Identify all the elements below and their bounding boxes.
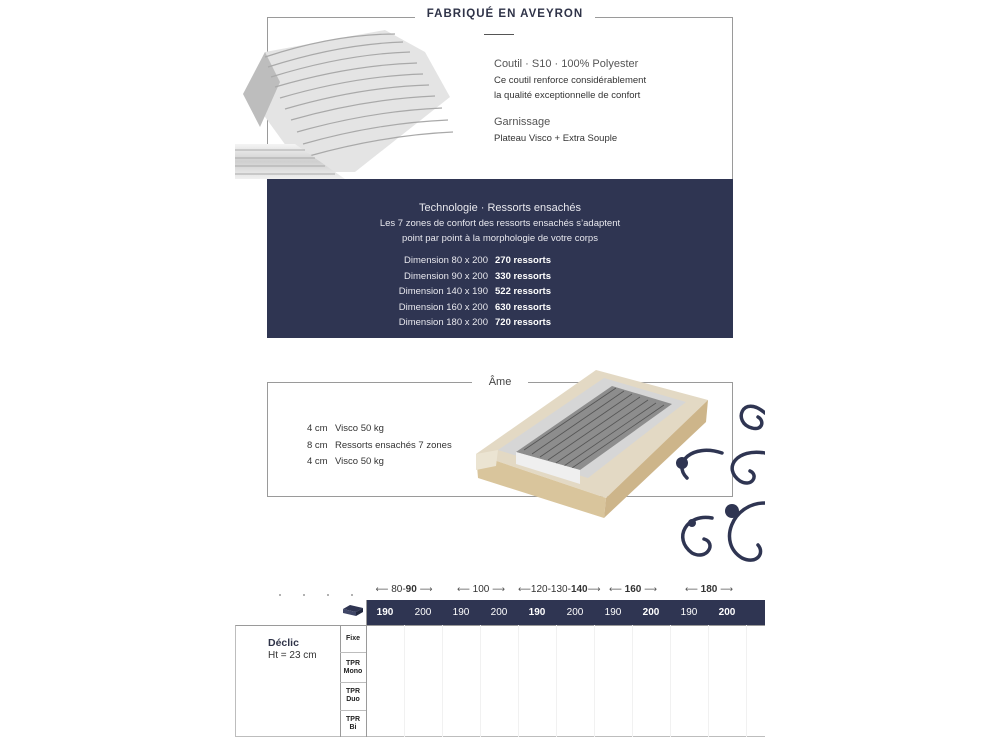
garnissage-section	[494, 116, 617, 146]
base-type-tpr-mono	[340, 660, 366, 676]
length-header-bar	[366, 600, 765, 625]
length-cell: 190	[604, 607, 622, 618]
layer-material: Visco 50 kg	[335, 423, 384, 434]
layer-material: Visco 50 kg	[335, 456, 384, 467]
model-height: Ht = 23 cm	[268, 650, 317, 661]
dimension-row	[267, 271, 733, 287]
width-prefix: 100	[472, 584, 490, 595]
layer-thickness: 4 cm	[307, 456, 328, 467]
dimension-list	[267, 255, 733, 333]
spring-count: 522 ressorts	[495, 286, 551, 297]
column-guide	[746, 625, 747, 737]
coutil-heading: Coutil · S10 · 100% Polyester	[494, 58, 639, 70]
ruler-dots	[268, 594, 363, 596]
width-prefix: 120-130-	[530, 584, 571, 595]
width-group: ⟵120-130-140⟶	[518, 584, 601, 595]
layer-thickness: 4 cm	[307, 423, 328, 434]
width-prefix: 80-	[391, 584, 406, 595]
grid-divider	[366, 600, 367, 737]
model-name: Déclic	[268, 637, 299, 649]
type-line-1: TPR	[346, 660, 360, 667]
dimension-row	[267, 317, 733, 333]
length-cell: 200	[566, 607, 584, 618]
technology-line-1: Les 7 zones de confort des ressorts ensachés s’adaptent	[379, 218, 621, 229]
technology-description	[267, 216, 733, 246]
spring-count: 270 ressorts	[495, 255, 551, 266]
dimension-label: Dimension 90 x 200	[404, 270, 488, 282]
spring-count: 720 ressorts	[495, 317, 551, 328]
dimension-label: Dimension 180 x 200	[398, 317, 488, 328]
width-bold: 180	[700, 584, 718, 595]
length-cell: 190	[680, 607, 698, 618]
garnissage-text: Plateau Visco + Extra Souple	[494, 133, 618, 144]
width-group: ⟵ 160 ⟶	[608, 584, 658, 595]
length-cell: 200	[414, 607, 432, 618]
coutil-line-1: Ce coutil renforce considérablement	[494, 75, 647, 86]
type-line-1: TPR	[346, 688, 360, 695]
size-grid	[235, 625, 765, 737]
layer-thickness: 8 cm	[307, 439, 328, 451]
type-separator	[340, 652, 366, 653]
column-guide	[708, 625, 709, 737]
technology-heading: Technologie · Ressorts ensachés	[418, 202, 582, 214]
column-guide	[556, 625, 557, 737]
column-guide	[670, 625, 671, 737]
coutil-section	[494, 58, 646, 103]
type-line-2: Bi	[349, 724, 357, 731]
width-bold: 160	[624, 584, 642, 595]
bed-icon	[342, 604, 364, 618]
column-guide	[404, 625, 405, 737]
technology-line-2: point par point à la morphologie de votre corps	[402, 233, 598, 244]
type-separator	[340, 710, 366, 711]
length-cell: 200	[642, 607, 660, 618]
dimension-label: Dimension 80 x 200	[404, 255, 488, 266]
column-guide	[594, 625, 595, 737]
mattress-cover-image	[235, 22, 490, 179]
core-layer	[307, 454, 452, 471]
width-bold: 140	[570, 584, 588, 595]
width-header	[366, 584, 746, 598]
layer-material: Ressorts ensachés 7 zones	[335, 439, 452, 451]
core-layer-list	[307, 421, 452, 471]
dimension-row	[267, 255, 733, 271]
length-cell: 190	[376, 607, 394, 618]
floral-ornament-icon	[662, 393, 765, 570]
coutil-line-2: la qualité exceptionnelle de confort	[494, 90, 641, 101]
core-heading: Âme	[472, 376, 528, 388]
base-type-tpr-duo	[340, 688, 366, 704]
length-cell: 200	[718, 607, 736, 618]
base-type-fixe	[340, 635, 366, 643]
length-cell: 190	[452, 607, 470, 618]
dimension-label: Dimension 160 x 200	[398, 301, 488, 313]
column-guide	[480, 625, 481, 737]
type-line-2: Mono	[343, 668, 363, 675]
width-group: ⟵ 80-90 ⟶	[375, 584, 433, 595]
type-line-1: Fixe	[345, 635, 360, 642]
width-group: ⟵ 180 ⟶	[684, 584, 734, 595]
garnissage-heading: Garnissage	[494, 116, 551, 128]
column-guide	[518, 625, 519, 737]
spring-count: 330 ressorts	[495, 270, 551, 282]
dimension-row	[267, 302, 733, 318]
dimension-row	[267, 286, 733, 302]
spring-count: 630 ressorts	[495, 301, 551, 313]
base-type-tpr-bi	[340, 716, 366, 732]
core-layer	[307, 421, 452, 438]
type-separator	[340, 682, 366, 683]
column-guide	[632, 625, 633, 737]
column-guide	[442, 625, 443, 737]
width-bold: 90	[405, 584, 417, 595]
dimension-label: Dimension 140 x 190	[398, 286, 488, 297]
type-line-2: Duo	[346, 696, 360, 703]
page-title: FABRIQUÉ EN AVEYRON	[415, 8, 595, 20]
width-group: ⟵ 100 ⟶	[456, 584, 506, 595]
core-layer	[307, 438, 452, 455]
length-cell: 190	[528, 607, 546, 618]
length-cell: 200	[490, 607, 508, 618]
technology-panel	[267, 179, 733, 338]
type-line-1: TPR	[346, 716, 360, 723]
